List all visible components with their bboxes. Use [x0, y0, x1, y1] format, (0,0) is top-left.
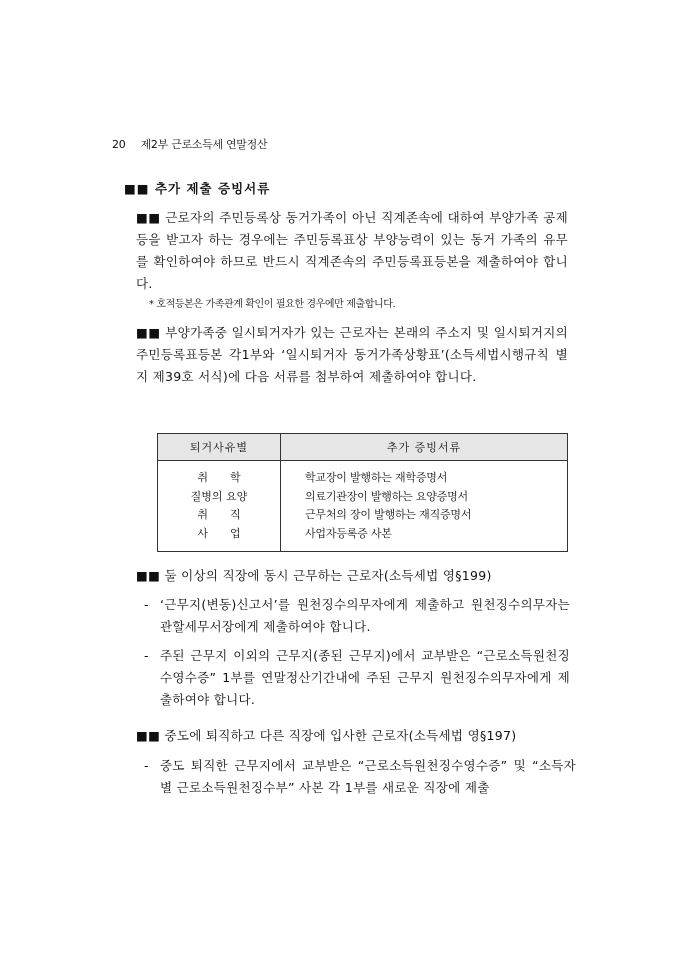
item-text: 중도에 퇴직하고 다른 직장에 입사한 근로자(소득세법 영§197): [164, 728, 517, 743]
dash-item-secondary-workplace: [144, 645, 570, 711]
item-mid-year-transfer: [136, 725, 576, 747]
running-header: [112, 136, 267, 152]
dash-marker: -: [144, 597, 149, 612]
table-header-documents: 추가 증빙서류: [281, 434, 568, 461]
table-header-reason: 퇴거사유별: [158, 434, 281, 461]
dash-item-retired-workplace: [144, 755, 576, 799]
reason-item: 사 업: [197, 526, 241, 540]
item-bullet: ■■: [136, 568, 161, 583]
documents-table: [157, 433, 568, 552]
document-item: 의료기관장이 발행하는 요양증명서: [305, 489, 468, 503]
item-temporary-leave: [136, 322, 568, 388]
documents-cell: [281, 461, 568, 552]
item-bullet: ■■: [136, 325, 161, 340]
note-family-register: * 호적등본은 가족관계 확인이 필요한 경우에만 제출합니다.: [149, 299, 396, 310]
reason-item: 취 직: [197, 508, 241, 521]
item-bullet: ■■: [136, 210, 161, 225]
table-header-row: [158, 434, 568, 461]
dash-text: 주된 근무지 이외의 근무지(종된 근무지)에서 교부받은 “근로소득원천징수영수증” 1부를 연말정산기간내에 주된 근무지 원천징수의무자에게 제출하여야 합니다.: [160, 648, 570, 707]
document-item: 사업자등록증 사본: [305, 526, 392, 540]
item-text: 둘 이상의 직장에 동시 근무하는 근로자(소득세법 영§199): [164, 568, 492, 583]
header-title: 제2부 근로소득세 연말정산: [140, 138, 268, 151]
item-text: 부양가족중 일시퇴거자가 있는 근로자는 본래의 주소지 및 일시퇴거지의 주민등록표등본 각1부와 ‘일시퇴거자 동거가족상황표’(소득세법시행규칙 별지 제39호 서식)에 다음 서류를 첨부하여 제출하여야 합니다.: [136, 325, 568, 384]
dash-item-change-report: [144, 594, 570, 638]
page-number: 20: [112, 138, 126, 151]
reason-item: 질병의 요양: [190, 489, 248, 503]
reason-item: 취 학: [197, 471, 241, 484]
dash-text: ‘근무지(변동)신고서’를 원천징수의무자에게 제출하고 원천징수의무자는 관할세무서장에게 제출하여야 합니다.: [160, 597, 570, 634]
reason-cell: [158, 461, 281, 552]
item-bullet: ■■: [136, 728, 161, 743]
section-heading: [124, 179, 270, 197]
item-text: 근로자의 주민등록상 동거가족이 아닌 직계존속에 대하여 부양가족 공제등을 받고자 하는 경우에는 주민등록표상 부양능력이 있는 동거 가족의 유무를 확인하여야 하므로 반드시 직계존속의 주민등록표등본을 제출하여야 합니다.: [136, 210, 568, 291]
dash-text: 중도 퇴직한 근무지에서 교부받은 “근로소득원천징수영수증” 및 “소득자별 근로소득원천징수부” 사본 각 1부를 새로운 직장에 제출: [160, 758, 576, 795]
item-direct-ascendant: [136, 207, 568, 295]
dash-marker: -: [144, 648, 149, 663]
table-row: [158, 461, 568, 552]
section-bullet: ■■: [124, 181, 150, 196]
dash-marker: -: [144, 758, 149, 773]
document-item: 학교장이 발행하는 재학증명서: [305, 471, 448, 484]
section-title: 추가 제출 증빙서류: [154, 181, 271, 196]
document-item: 근무처의 장이 발행하는 재직증명서: [305, 508, 472, 521]
item-multiple-jobs: [136, 565, 576, 587]
